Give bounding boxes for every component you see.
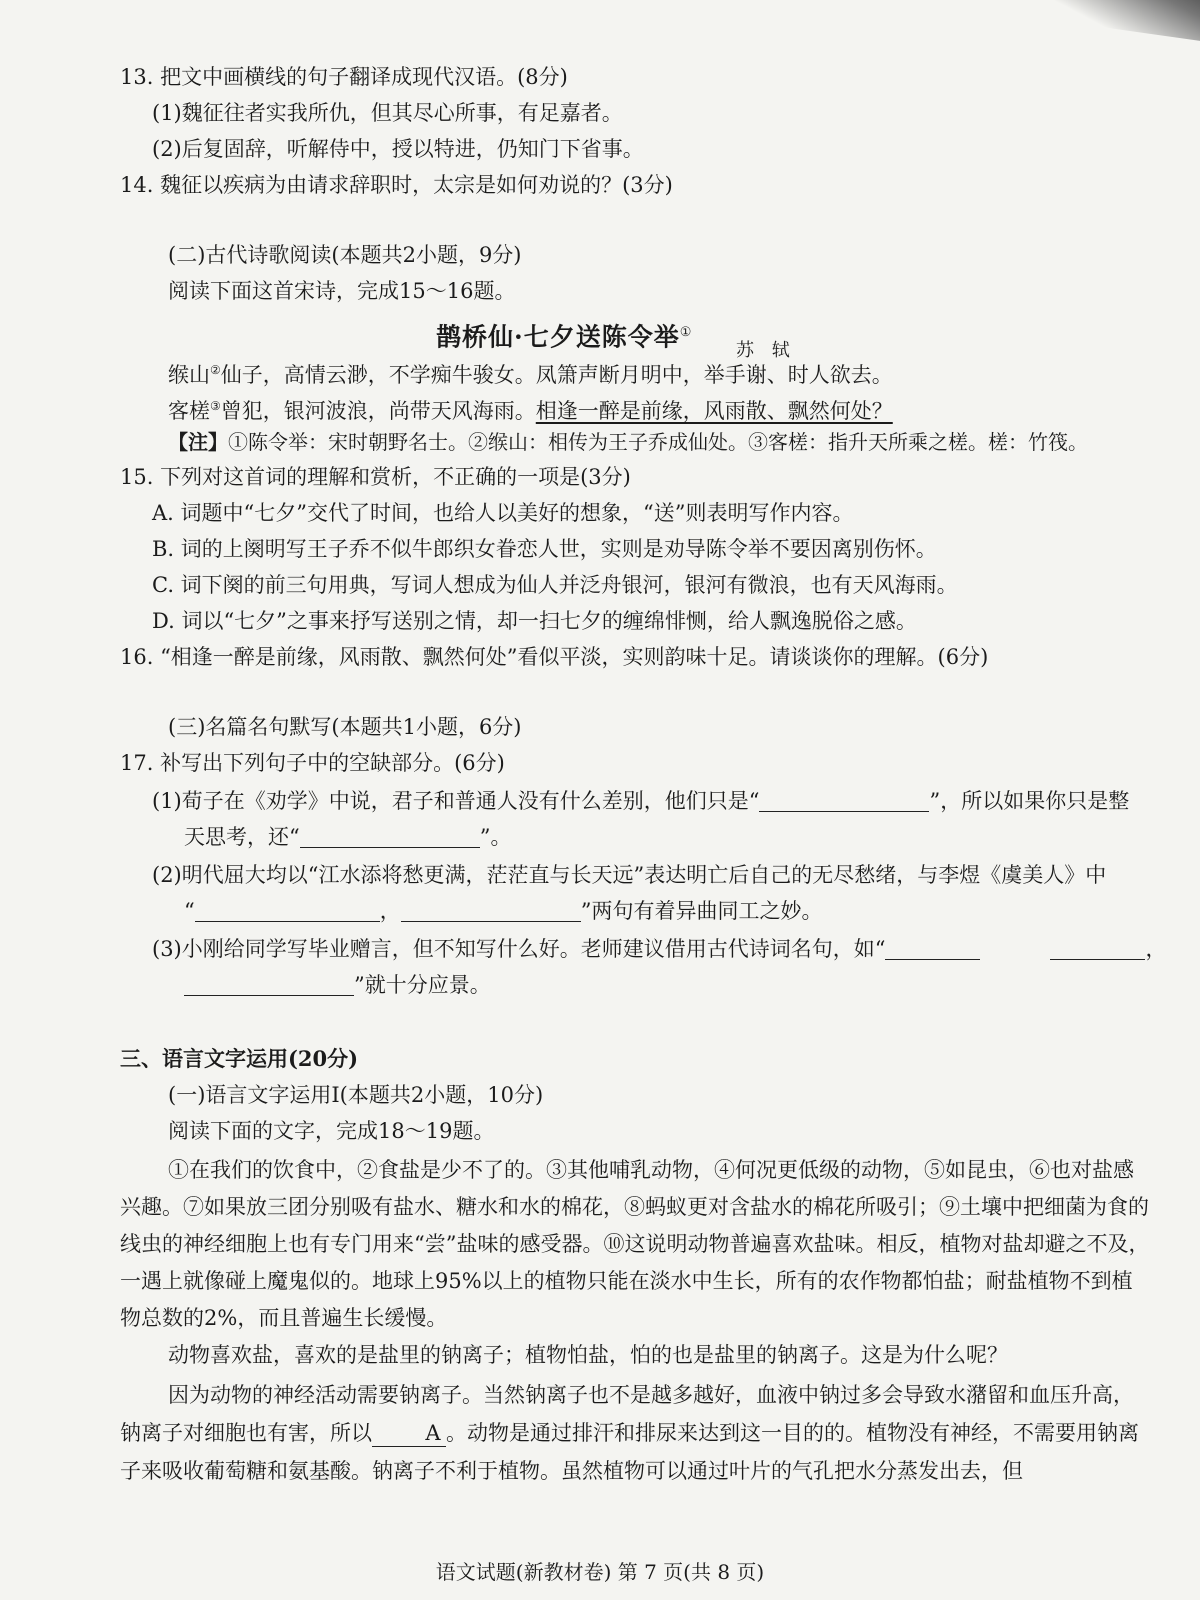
fill-blank-1[interactable] <box>759 789 929 812</box>
q17-item-2-line-2: “ ， ”两句有着异曲同工之妙。 <box>184 899 823 923</box>
q17-item-3-line-2: ”就十分应景。 <box>184 970 491 1000</box>
poem-underlined-line: 相逢一醉是前缘，风雨散、飘然何处？ <box>535 399 893 423</box>
dictation-section-heading: (三)名篇名句默写(本题共1小题，6分) <box>168 715 522 739</box>
poem-note: 【注】①陈令举：宋时朝野名士。②缑山：相传为王子乔成仙处。③客槎：指升天所乘之槎。槎：竹筏。 <box>168 430 1088 454</box>
fill-blank-6[interactable] <box>184 973 354 996</box>
fill-blank-5a[interactable] <box>885 937 980 960</box>
poem-title: 鹊桥仙·七夕送陈令举① <box>436 322 693 352</box>
q15-option-a: A. 词题中“七夕”交代了时间，也给人以美好的想象，“送”则表明写作内容。 <box>152 501 854 525</box>
q17-stem: 17. 补写出下列句子中的空缺部分。(6分) <box>120 751 505 775</box>
q16-stem: 16. “相逢一醉是前缘，风雨散、飘然何处”看似平淡，实则韵味十足。请谈谈你的理解。(6分) <box>120 645 989 669</box>
q13-stem: 13. 把文中画横线的句子翻译成现代汉语。(8分) <box>120 65 568 89</box>
q17-item-3-line-1: (3)小刚给同学写毕业赠言，但不知写什么好。老师建议借用古代诗词名句，如“ ， <box>152 937 1167 961</box>
q17-item-1-line-2: 天思考，还“ ”。 <box>184 825 512 849</box>
fill-blank-5b[interactable] <box>1050 937 1145 960</box>
poetry-instruction: 阅读下面这首宋诗，完成15～16题。 <box>168 279 516 303</box>
q17-item-1-line-1: (1)荀子在《劝学》中说，君子和普通人没有什么差别，他们只是“ ”，所以如果你只是整 <box>152 789 1130 813</box>
q13-sentence-1: (1)魏征往者实我所仇，但其尽心所事，有足嘉者。 <box>152 101 623 125</box>
passage-paragraph-3: 因为动物的神经活动需要钠离子。当然钠离子也不是越多越好，血液中钠过多会导致水潴留和血压升高，钠离子对细胞也有害，所以 A 。动物是通过排汗和排尿来达到这一目的的。植物没有神经，不需要用钠离子来吸收葡萄糖和氨基酸。钠离子不利于植物。虽然植物可以通过叶片的气孔把水分蒸发出去，但 <box>120 1383 1139 1483</box>
q15-stem: 15. 下列对这首词的理解和赏析，不正确的一项是(3分) <box>120 465 631 489</box>
page-footer: 语文试题(新教材卷) 第 7 页(共 8 页) <box>435 1560 765 1584</box>
passage-paragraph-1: ①在我们的饮食中，②食盐是少不了的。③其他哺乳动物，④何况更低级的动物，⑤如昆虫，⑥也对盐感兴趣。⑦如果放三团分别吸有盐水、糖水和水的棉花，⑧蚂蚁更对含盐水的棉花所吸引；⑨土壤中把细菌为食的线虫的神经细胞上也有专门用来“尝”盐味的感受器。⑩这说明动物普遍喜欢盐味。相反，植物对盐却避之不及，一遇上就像碰上魔鬼似的。地球上95%以上的植物只能在淡水中生长，所有的农作物都怕盐；耐盐植物不到植物总数的2%，而且普遍生长缓慢。 <box>120 1158 1150 1330</box>
poem-author: 苏 轼 <box>736 340 796 361</box>
part3-heading: 三、语言文字运用(20分) <box>120 1046 359 1071</box>
part3-sub-heading: (一)语言文字运用Ⅰ(本题共2小题，10分) <box>168 1083 544 1107</box>
q15-option-c: C. 词下阕的前三句用典，写词人想成为仙人并泛舟银河，银河有微浪，也有天风海雨。 <box>152 573 958 597</box>
q13-sentence-2: (2)后复固辞，听解侍中，授以特进，仍知门下省事。 <box>152 137 644 161</box>
q17-item-2-line-1: (2)明代屈大均以“江水添将愁更满，茫茫直与长天远”表达明亡后自己的无尽愁绪，与李煜《虞美人》中 <box>152 863 1107 887</box>
fill-blank-3[interactable] <box>195 899 380 922</box>
fill-blank-2[interactable] <box>300 825 480 848</box>
q15-option-b: B. 词的上阕明写王子乔不似牛郎织女眷恋人世，实则是劝导陈令举不要因离别伤怀。 <box>152 537 937 561</box>
poetry-section-heading: (二)古代诗歌阅读(本题共2小题，9分) <box>168 243 522 267</box>
fill-blank-a[interactable]: A <box>372 1420 446 1447</box>
q15-option-d: D. 词以“七夕”之事来抒写送别之情，却一扫七夕的缠绵悱恻，给人飘逸脱俗之感。 <box>152 609 917 633</box>
fill-blank-4[interactable] <box>401 899 581 922</box>
poem-line-2: 客槎③曾犯，银河波浪，尚带天风海雨。相逢一醉是前缘，风雨散、飘然何处？ <box>168 399 893 423</box>
part3-instruction: 阅读下面的文字，完成18～19题。 <box>168 1119 495 1143</box>
passage-paragraph-2: 动物喜欢盐，喜欢的是盐里的钠离子；植物怕盐，怕的也是盐里的钠离子。这是为什么呢？ <box>168 1343 1008 1367</box>
poem-line-1: 缑山②仙子，高情云渺，不学痴牛骏女。凤箫声断月明中，举手谢、时人欲去。 <box>168 363 893 387</box>
q14-stem: 14. 魏征以疾病为由请求辞职时，太宗是如何劝说的？(3分) <box>120 173 673 197</box>
